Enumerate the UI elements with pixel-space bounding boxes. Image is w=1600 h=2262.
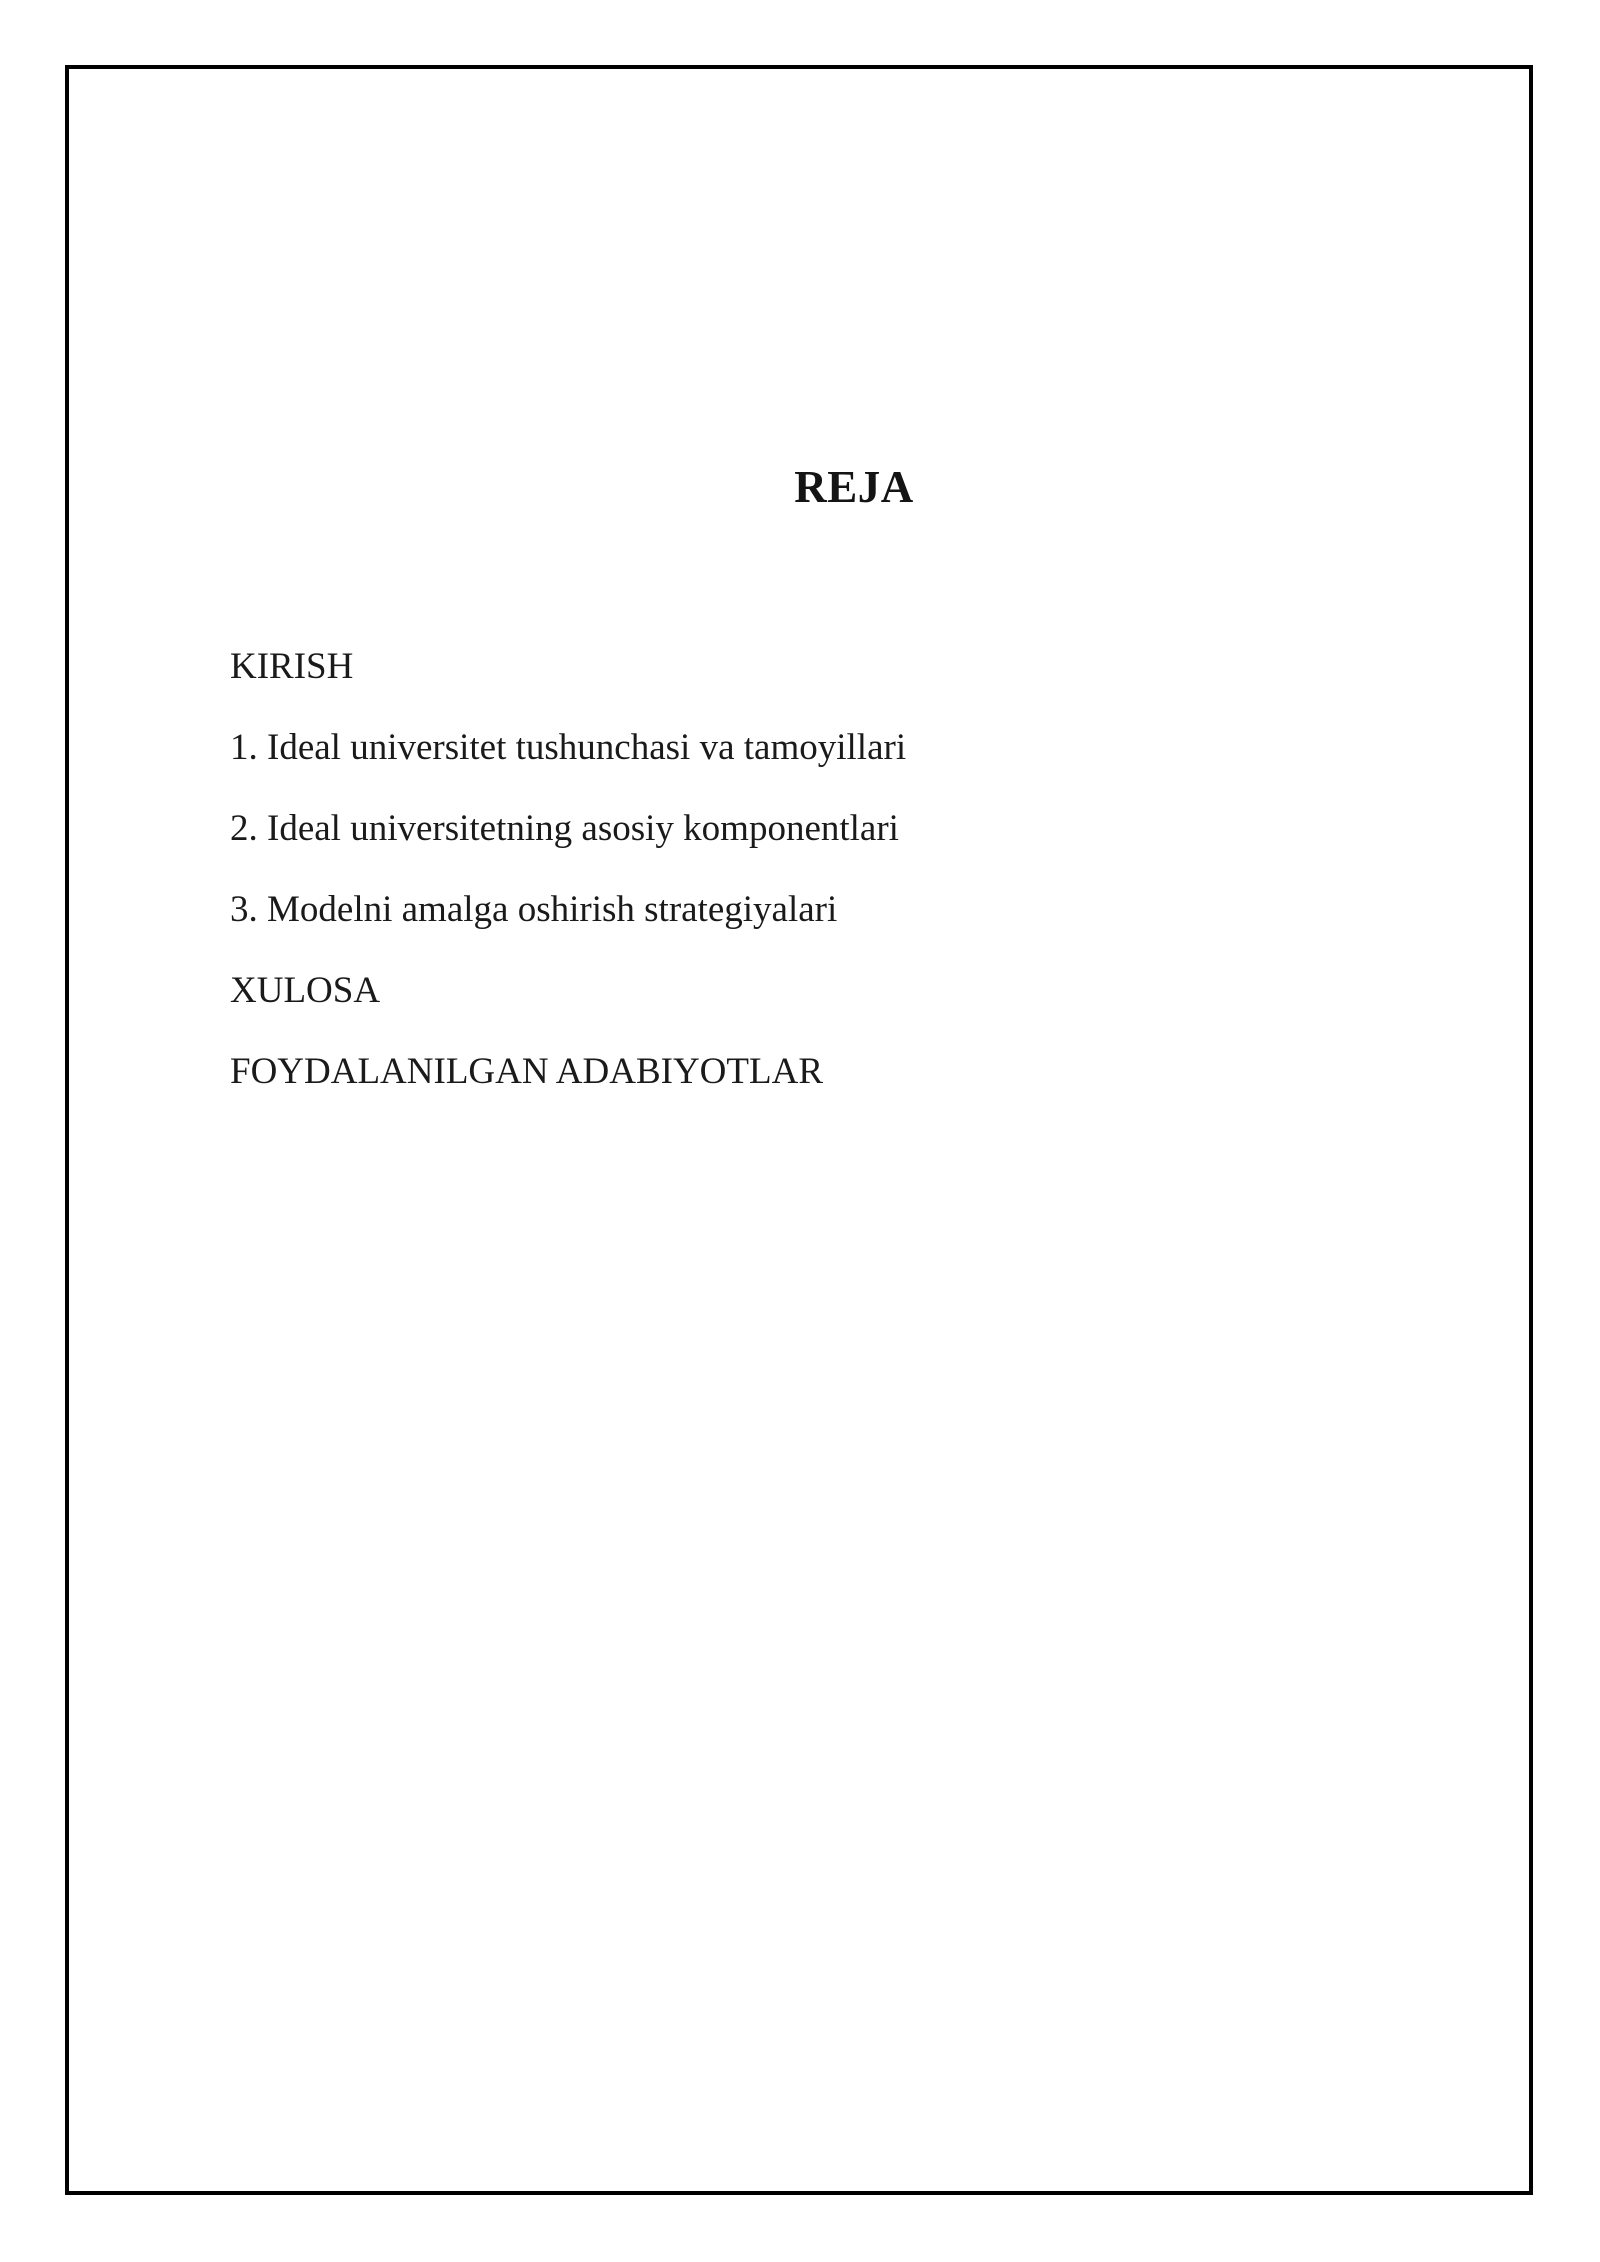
toc-item-2: 2. Ideal universitetning asosiy komponentlari: [230, 808, 899, 849]
toc-list: [230, 626, 1470, 1112]
toc-item-kirish: KIRISH: [230, 646, 354, 687]
toc-item-adabiyotlar: FOYDALANILGAN ADABIYOTLAR: [230, 1051, 823, 1092]
toc-item-1: 1. Ideal universitet tushunchasi va tamoyillari: [230, 727, 907, 768]
page-border: [65, 65, 1533, 2195]
toc-item-3: 3. Modelni amalga oshirish strategiyalari: [230, 889, 838, 930]
document-title: REJA: [794, 462, 914, 512]
toc-item-xulosa: XULOSA: [230, 970, 381, 1011]
